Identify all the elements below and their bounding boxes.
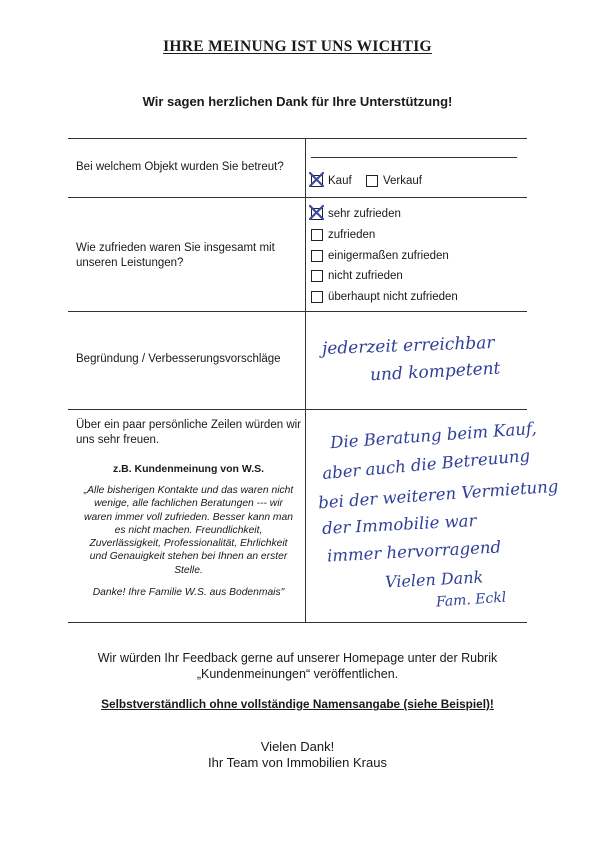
table-top-border: [68, 138, 527, 139]
table-bottom-border: [68, 622, 527, 623]
closing-team: Ihr Team von Immobilien Kraus: [208, 755, 387, 770]
option-label: zufrieden: [328, 229, 376, 241]
question-reason: Begründung / Verbesserungsvorschläge: [76, 353, 281, 365]
example-signature: Danke! Ihre Familie W.S. aus Bodenmais": [92, 587, 285, 598]
footer-line: „Kundenmeinungen“ veröffentlichen.: [196, 667, 399, 681]
checkbox[interactable]: [311, 250, 323, 262]
footer-bold-note: Selbstverständlich ohne vollständige Namensangabe (siehe Beispiel)!: [101, 697, 494, 711]
checkbox-checked[interactable]: [311, 208, 323, 220]
table-row-divider: [68, 197, 527, 198]
checkbox[interactable]: [366, 175, 378, 187]
option-zufrieden[interactable]: [311, 228, 375, 242]
page-title: IHRE MEINUNG IST UNS WICHTIG: [163, 38, 432, 55]
handwritten-answer-line: jederzeit erreichbar: [321, 332, 495, 360]
option-label: Kauf: [328, 175, 352, 187]
footer-line: Wir würden Ihr Feedback gerne auf unserer Homepage unter der Rubrik: [97, 651, 498, 665]
option-label: nicht zufrieden: [328, 270, 403, 282]
option-nicht-zufrieden[interactable]: [311, 269, 403, 283]
option-label: überhaupt nicht zufrieden: [328, 291, 458, 303]
handwritten-signature: Fam. Eckl: [435, 589, 507, 611]
answer-line: [311, 157, 517, 158]
checkbox[interactable]: [311, 229, 323, 241]
option-label: Verkauf: [383, 175, 422, 187]
table-row-divider: [68, 409, 527, 410]
handwritten-feedback-line: immer hervorragend: [326, 537, 502, 566]
handwritten-feedback-line: der Immobilie war: [321, 510, 477, 539]
handwritten-feedback-line: bei der weiteren Vermietung: [317, 476, 559, 513]
page-subtitle: Wir sagen herzlichen Dank für Ihre Unterstützung!: [142, 94, 453, 109]
option-einigermassen-zufrieden[interactable]: [311, 249, 449, 263]
closing-thanks: Vielen Dank!: [260, 739, 335, 754]
handwritten-answer-line: und kompetent: [369, 358, 501, 386]
example-quote: „Alle bisherigen Kontakte und das waren nicht wenige, alle fachlichen Beratungen --- wir waren immer voll zufrieden. Besser kann man es nicht machen. Freundlichkeit, Zuverlässigkeit, Professionalität, Ehrlichkeit und Genauigkeit stehen bei Ihnen an erster Stelle.: [83, 485, 294, 576]
option-verkauf[interactable]: [366, 174, 422, 188]
option-label: einigermaßen zufrieden: [328, 250, 449, 262]
option-ueberhaupt-nicht-zufrieden[interactable]: [311, 290, 458, 304]
question-satisfaction: Wie zufrieden waren Sie insgesamt mit unseren Leistungen?: [76, 242, 275, 269]
checkbox[interactable]: [311, 270, 323, 282]
question-personal-lines: Über ein paar persönliche Zeilen würden wir uns sehr freuen.: [76, 419, 302, 446]
handwritten-feedback-line: Die Beratung beim Kauf,: [329, 418, 538, 453]
table-column-divider: [305, 138, 306, 622]
handwritten-feedback-line: Vielen Dank: [384, 567, 484, 592]
example-title: z.B. Kundenmeinung von W.S.: [112, 463, 265, 475]
table-row-divider: [68, 311, 527, 312]
option-label: sehr zufrieden: [328, 208, 401, 220]
option-kauf[interactable]: [311, 174, 352, 188]
checkbox-checked[interactable]: [311, 175, 323, 187]
question-object: Bei welchem Objekt wurden Sie betreut?: [76, 161, 284, 173]
handwritten-feedback-line: aber auch die Betreuung: [321, 445, 531, 484]
checkbox[interactable]: [311, 291, 323, 303]
option-sehr-zufrieden[interactable]: [311, 207, 401, 221]
